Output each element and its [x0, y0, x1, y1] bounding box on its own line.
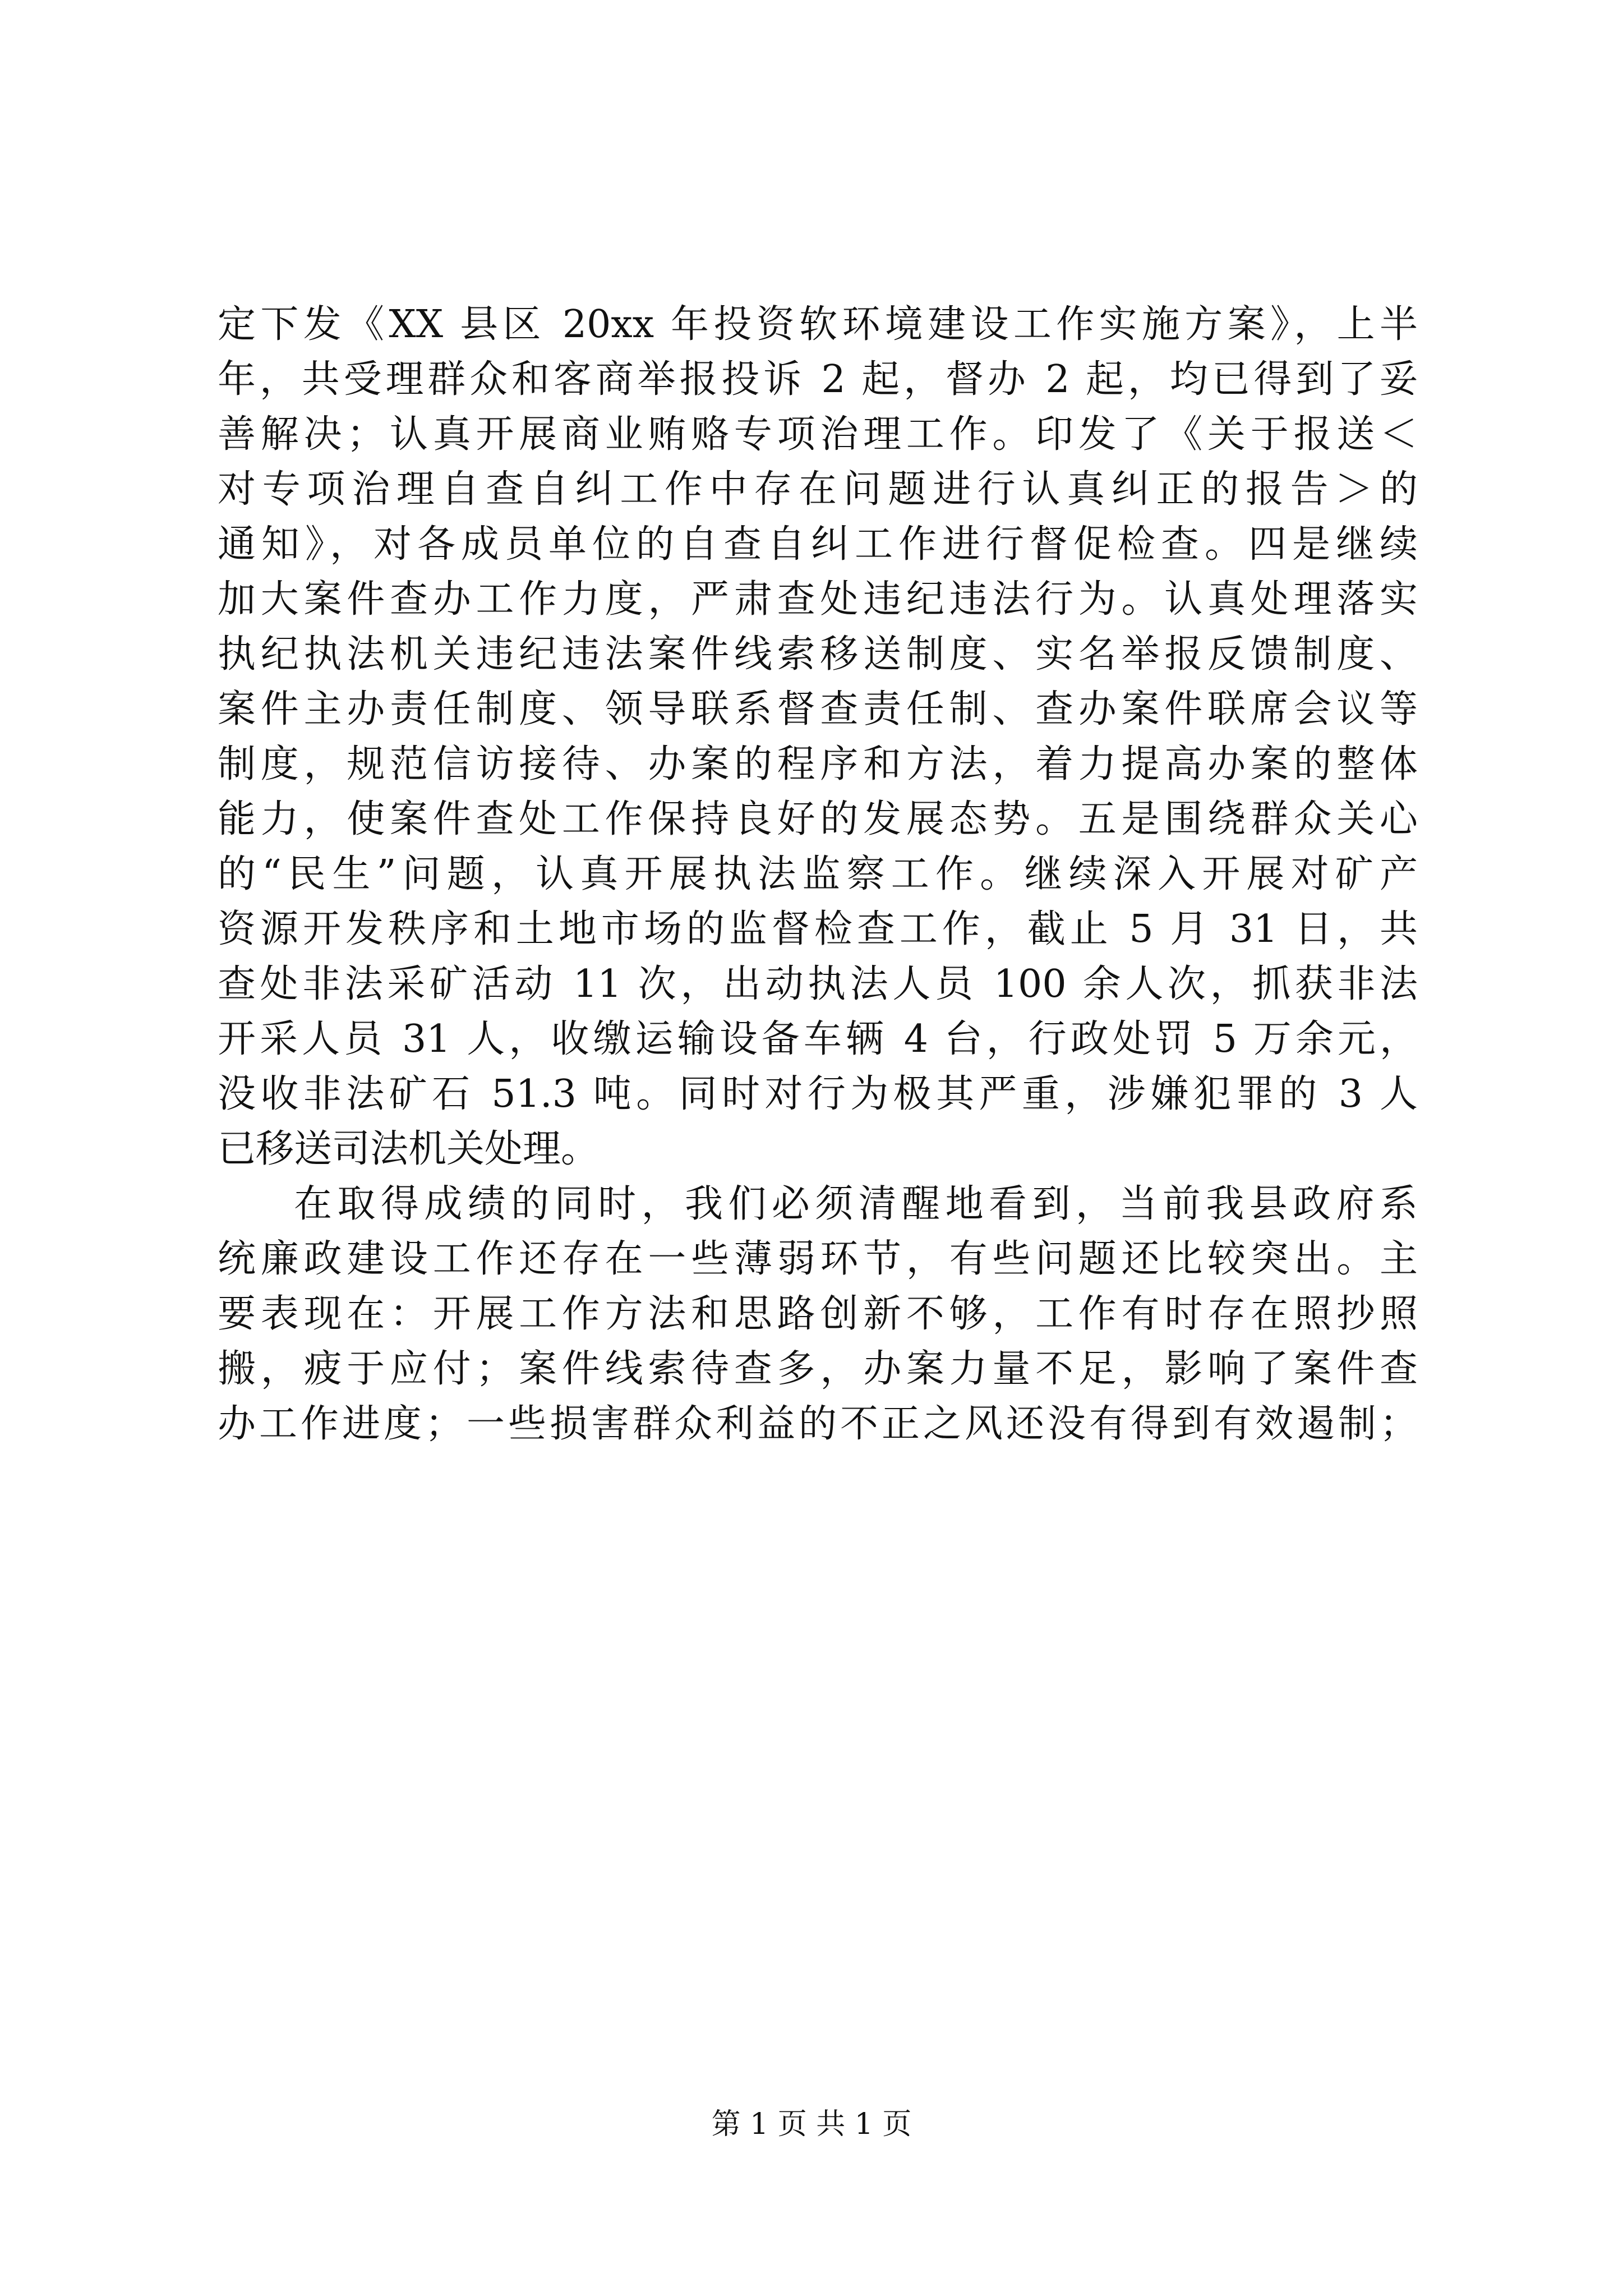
- text-line: 能力，使案件查处工作保持良好的发展态势。五是围绕群众关心: [218, 797, 1418, 841]
- text-line-indented: 在取得成绩的同时，我们必须清醒地看到，当前我县政府系: [294, 1182, 1418, 1226]
- text-line: 案件主办责任制度、领导联系督查责任制、查办案件联席会议等: [218, 687, 1418, 731]
- text-line: 的“民生”问题，认真开展执法监察工作。继续深入开展对矿产: [218, 852, 1418, 896]
- text-line: 通知》，对各成员单位的自查自纠工作进行督促检查。四是继续: [218, 522, 1418, 567]
- text-line: 善解决；认真开展商业贿赂专项治理工作。印发了《关于报送＜: [218, 412, 1418, 457]
- text-line: 搬，疲于应付；案件线索待查多，办案力量不足，影响了案件查: [218, 1347, 1418, 1391]
- text-line: 查处非法采矿活动 11 次，出动执法人员 100 余人次，抓获非法: [218, 962, 1418, 1006]
- text-line: 制度，规范信访接待、办案的程序和方法，着力提高办案的整体: [218, 742, 1418, 786]
- text-line: 开采人员 31 人，收缴运输设备车辆 4 台，行政处罚 5 万余元，: [218, 1017, 1418, 1061]
- text-line: 没收非法矿石 51.3 吨。同时对行为极其严重，涉嫌犯罪的 3 人: [218, 1072, 1418, 1116]
- text-line: 对专项治理自查自纠工作中存在问题进行认真纠正的报告＞的: [218, 467, 1418, 512]
- document-body: [218, 297, 1418, 1452]
- text-line: 加大案件查办工作力度，严肃查处违纪违法行为。认真处理落实: [218, 577, 1418, 622]
- text-line: 年，共受理群众和客商举报投诉 2 起，督办 2 起，均已得到了妥: [218, 357, 1418, 402]
- page-number-footer: 第 1 页 共 1 页: [711, 2108, 912, 2141]
- text-line: 统廉政建设工作还存在一些薄弱环节，有些问题还比较突出。主: [218, 1237, 1418, 1281]
- text-line: 定下发《XX 县区 20xx 年投资软环境建设工作实施方案》，上半: [218, 302, 1418, 347]
- text-line: 已移送司法机关处理。: [218, 1127, 600, 1171]
- text-line: 办工作进度；一些损害群众利益的不正之风还没有得到有效遏制；: [218, 1402, 1418, 1446]
- text-line: 资源开发秩序和土地市场的监督检查工作，截止 5 月 31 日，共: [218, 907, 1418, 951]
- text-line: 要表现在：开展工作方法和思路创新不够，工作有时存在照抄照: [218, 1292, 1418, 1336]
- text-line: 执纪执法机关违纪违法案件线索移送制度、实名举报反馈制度、: [218, 632, 1418, 677]
